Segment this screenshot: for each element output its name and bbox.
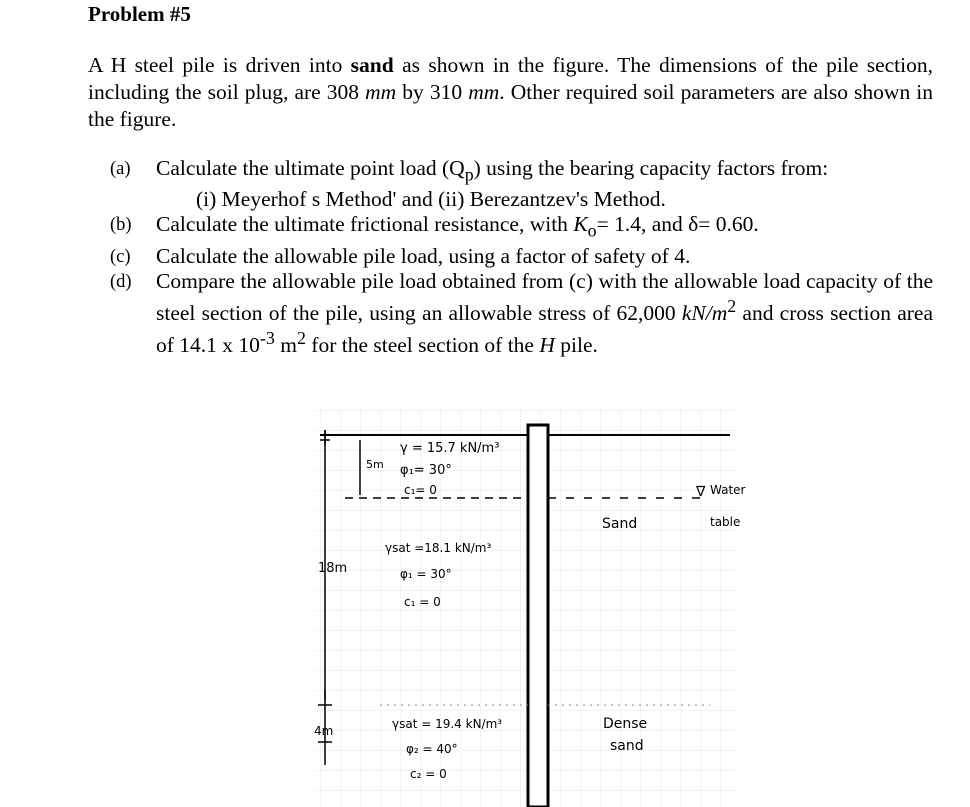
layer1-c: c₁= 0 (404, 483, 437, 497)
layer2-phi: φ₁ = 30° (400, 567, 452, 581)
layer2-gamma: γsat =18.1 kN/m³ (385, 541, 492, 555)
problem-intro: A H steel pile is driven into sand as shown in the figure. The dimensions of the pile section, including the soil plug, are 308 mm by 310 mm. Other required soil parameters are also shown in the figure. (88, 53, 933, 131)
water-table-symbol: ∇ (696, 484, 706, 500)
layer1-gamma: γ = 15.7 kN/m³ (400, 441, 500, 456)
dense-sand-label: sand (610, 738, 644, 754)
steel-pile (528, 425, 548, 807)
dim-5m-label: 5m (366, 458, 384, 471)
dim-18m-label: 18m (318, 561, 348, 576)
question-list (110, 156, 933, 358)
dim-4m-label: 4m (314, 724, 334, 738)
pile-soil-figure (300, 410, 800, 807)
question-b: (b) Calculate the ultimate frictional resistance, with $K_o= 1.4$, and δ= 0.60. (110, 212, 759, 241)
water-label: Water (710, 483, 746, 497)
layer2-c: c₁ = 0 (404, 595, 441, 609)
layer3-gamma: γsat = 19.4 kN/m³ (392, 717, 503, 731)
layer3-phi: φ₂ = 40° (406, 742, 458, 756)
dense-label: Dense (603, 716, 648, 732)
problem-title: Problem #5 (88, 2, 191, 26)
sand-label: Sand (602, 516, 638, 532)
table-label: table (710, 515, 741, 529)
layer3-c: c₂ = 0 (410, 767, 447, 781)
question-d: (d) Compare the allowable pile load obtained from (c) with the allowable load capacity of the steel section of the pile, using an allowable stress of 62,000 $kN/m^2$ and cross section area of 14.1 x $10^{-3}$ $m^2$ for the steel section of the H pile. (110, 268, 934, 357)
layer1-phi: φ₁= 30° (400, 463, 452, 478)
question-a: (a) Calculate the ultimate point load $(Q_p)$ using the bearing capacity factors from: (i) Meyerhof s Method' and (ii) Berezantzev's Method. (110, 156, 829, 212)
question-c: (c) Calculate the allowable pile load, using a factor of safety of 4. (110, 243, 691, 268)
